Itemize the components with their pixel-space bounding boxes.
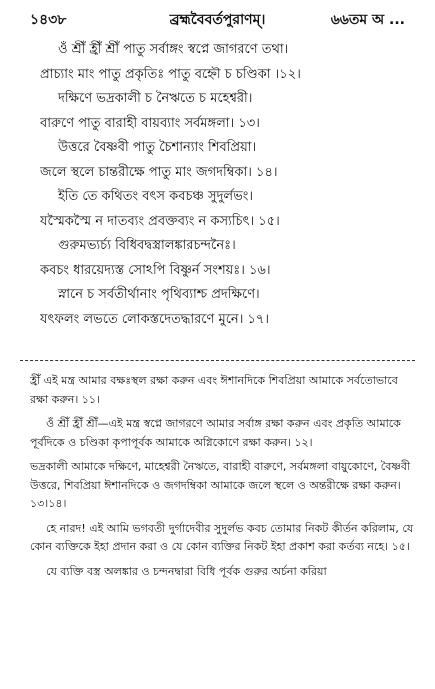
page-header bbox=[0, 6, 435, 28]
verse-line: ওঁ শ্রীঁ হ্রীঁ শ্রীঁ পাতু সর্বাঙ্গং স্বপ্নে জাগরণে তথা। bbox=[58, 42, 289, 57]
section-divider bbox=[20, 360, 415, 361]
translation-paragraph: ভদ্রকালী আমাকে দক্ষিণে, মাহেশ্বরী নৈঋতে, বারাহী বারুণে, সর্বমঙ্গলা বায়ুকোণে, বৈষ্ণবী উত্তরে, শিবপ্রিয়া ঈশানদিকে ও জগদম্বিকা আমাকে জলে স্থলে ও অন্তরীক্ষে রক্ষা করুন। ১৩।১৪। bbox=[30, 460, 411, 510]
verse-line: উত্তরে বৈষ্ণবী পাতু চৈশান্যাং শিবপ্রিয়া। bbox=[58, 140, 257, 155]
sanskrit-verses bbox=[40, 38, 410, 332]
verse-line: দক্ষিণে ভদ্রকালী চ নৈঋতে চ মহেশ্বরী। bbox=[58, 91, 253, 106]
running-title: ব্রহ্মবৈবর্তপুরাণম্। bbox=[169, 12, 266, 28]
page-number: ১৪৩৮ bbox=[30, 12, 67, 28]
chapter-marker: ৬৬তম অ ... bbox=[330, 12, 405, 28]
translation-paragraph: যে ব্যক্তি বস্ত্র অলঙ্কার ও চন্দনদ্বারা বিধি পূর্বক গুরুর অর্চনা করিয়া bbox=[46, 564, 327, 578]
verse-line: যৎফলং লভতে লোকস্তদেতদ্ধারণে মুনে। ১৭। bbox=[40, 311, 270, 327]
translation-paragraph: হে নারদ! এই আমি ভগবতী দুর্গাদেবীর সুদুর্লভ কবচ তোমার নিকট কীর্তন করিলাম, যে কোন ব্যক্তিকে ইহা প্রদান করা ও যে কোন ব্যক্তির নিকট ইহা প্রকাশ করা কর্তব্য নহে। ১৫। bbox=[30, 521, 414, 553]
verse-line: বারুণে পাতু বারাহী বায়ব্যাং সর্বমঙ্গলা। ১৩। bbox=[40, 115, 260, 131]
bengali-translation bbox=[30, 372, 415, 581]
verse-line: স্নানে চ সর্বতীর্থানাং পৃথিব্যাশ্চ প্রদক্ষিণে। bbox=[58, 287, 260, 302]
translation-paragraph: হ্রীঁ এই মন্ত্র আমার বক্ষঃস্থল রক্ষা করুন এবং ঈশানদিকে শিবপ্রিয়া আমাকে সর্বতোভাবে রক্ষা করুন। ১১। bbox=[30, 374, 398, 406]
verse-line: কবচং ধারয়েদ্যস্ত সোঽপি বিষ্ণুর্ন সংশয়ঃ। ১৬। bbox=[40, 262, 271, 278]
verse-line: গুরুমভ্যর্চ্য বিধিবদ্বস্ত্রালঙ্কারচন্দনৈঃ। bbox=[58, 238, 236, 253]
translation-paragraph: ওঁ শ্রীঁ হ্রীঁ শ্রীঁ—এই মন্ত্র স্বপ্নে জাগরণে আমার সর্বাঙ্গ রক্ষা করুন এবং প্রকৃতি আমাকে পূর্বদিকে ও চণ্ডিকা কৃপাপূর্বক আমাকে অগ্নিকোণে রক্ষা করুন। ১২। bbox=[30, 417, 401, 449]
verse-line: প্রাচ্যাং মাং পাতু প্রকৃতিঃ পাতু বহ্নৌ চ চণ্ডিকা ।১২। bbox=[40, 66, 301, 82]
verse-line: যস্মৈকস্মৈ ন দাতব্যং প্রবক্তব্যং ন কস্যচিৎ। ১৫। bbox=[40, 213, 280, 229]
verse-line: ইতি তে কথিতং বৎস কবচঞ্চ সুদুর্লভং। bbox=[58, 189, 254, 204]
verse-line: জলে স্থলে চান্তরীক্ষে পাতু মাং জগদম্বিকা। ১৪। bbox=[40, 164, 278, 180]
